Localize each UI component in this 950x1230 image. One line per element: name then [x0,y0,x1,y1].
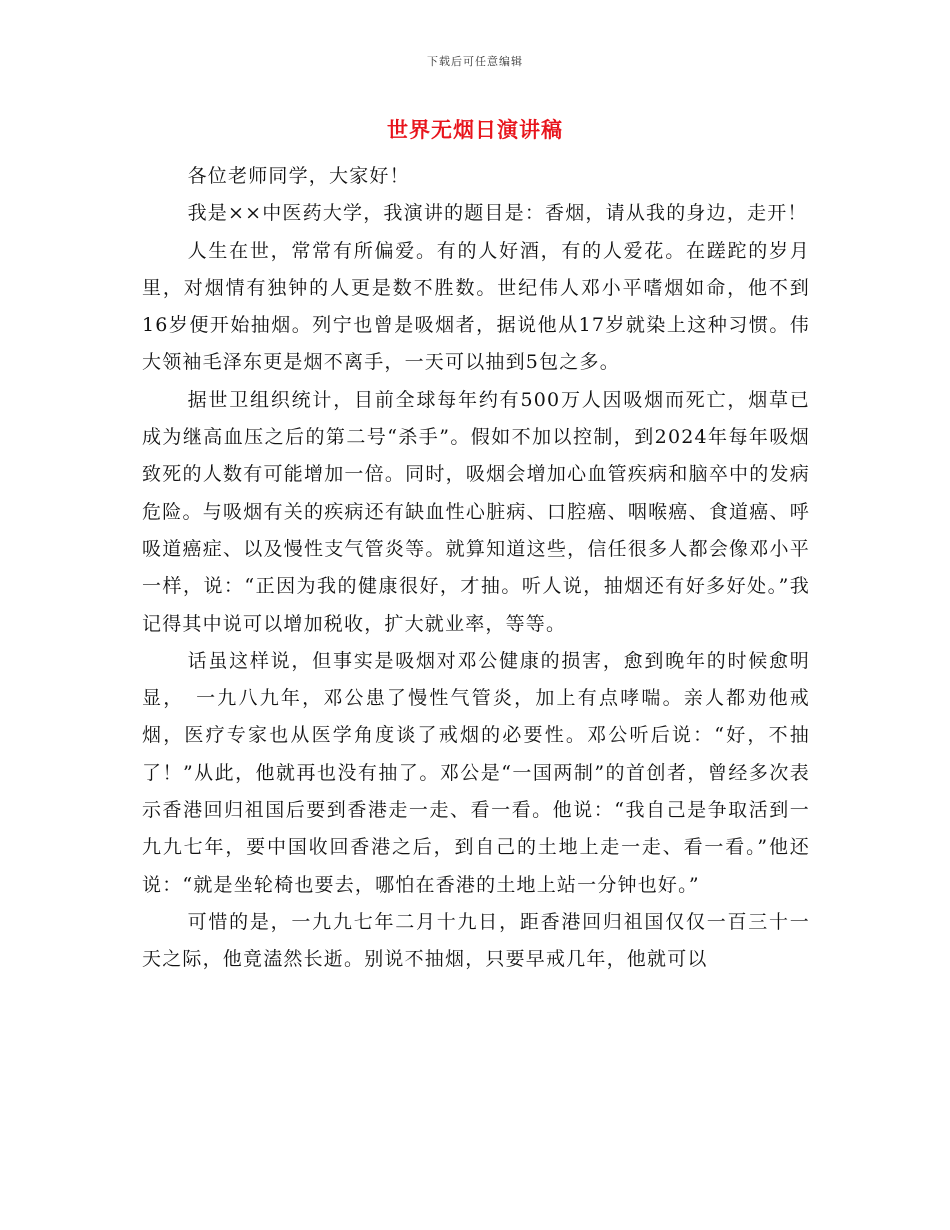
paragraph-introduction: 我是××中医药大学，我演讲的题目是：香烟，请从我的身边，走开！ [187,202,808,225]
paragraph-statistics: 据世卫组织统计，目前全球每年约有500万人因吸烟而死亡，烟草已成为继高血压之后的第二号“杀手”。假如不加以控制，到2024年每年吸烟致死的人数有可能增加一倍。同时，吸烟会增加心血管疾病和脑卒中的发病危险。与吸烟有关的疾病还有缺血性心脏病、口腔癌、咽喉癌、食道癌、呼吸道癌症、以及慢性支气管炎等。就算知道这些，信任很多人都会像邓小平一样，说：“正因为我的健康很好，才抽。听人说，抽烟还有好多好处。”我记得其中说可以增加税收，扩大就业率，等等。 [142,388,810,635]
paragraph-smoking-preference: 人生在世，常常有所偏爱。有的人好酒，有的人爱花。在蹉跎的岁月里，对烟情有独钟的人更是数不胜数。世纪伟人邓小平嗜烟如命，他不到16岁便开始抽烟。列宁也曾是吸烟者，据说他从17岁就染上这种习惯。伟大领袖毛泽东更是烟不离手，一天可以抽到5包之多。 [142,239,810,374]
paragraph-deng-health: 话虽这样说，但事实是吸烟对邓公健康的损害，愈到晚年的时候愈明显， 一九八九年，邓公患了慢性气管炎，加上有点哮喘。亲人都劝他戒烟，医疗专家也从医学角度谈了戒烟的必要性。邓公听后说：“好，不抽了！”从此，他就再也没有抽了。邓公是“一国两制”的首创者，曾经多次表示香港回归祖国后要到香港走一走、看一看。他说：“我自己是争取活到一九九七年，要中国收回香港之后，到自己的土地上走一走、看一看。”他还说：“就是坐轮椅也要去，哪怕在香港的土地上站一分钟也好。” [142,649,810,896]
paragraph-regret: 可惜的是，一九九七年二月十九日，距香港回归祖国仅仅一百三十一天之际，他竟溘然长逝。别说不抽烟，只要早戒几年，他就可以 [142,910,810,971]
paragraph-greeting: 各位老师同学，大家好！ [187,165,410,187]
page-header-note: 下载后可任意编辑 [427,55,523,68]
document-title: 世界无烟日演讲稿 [387,117,563,142]
document-body [142,158,810,979]
